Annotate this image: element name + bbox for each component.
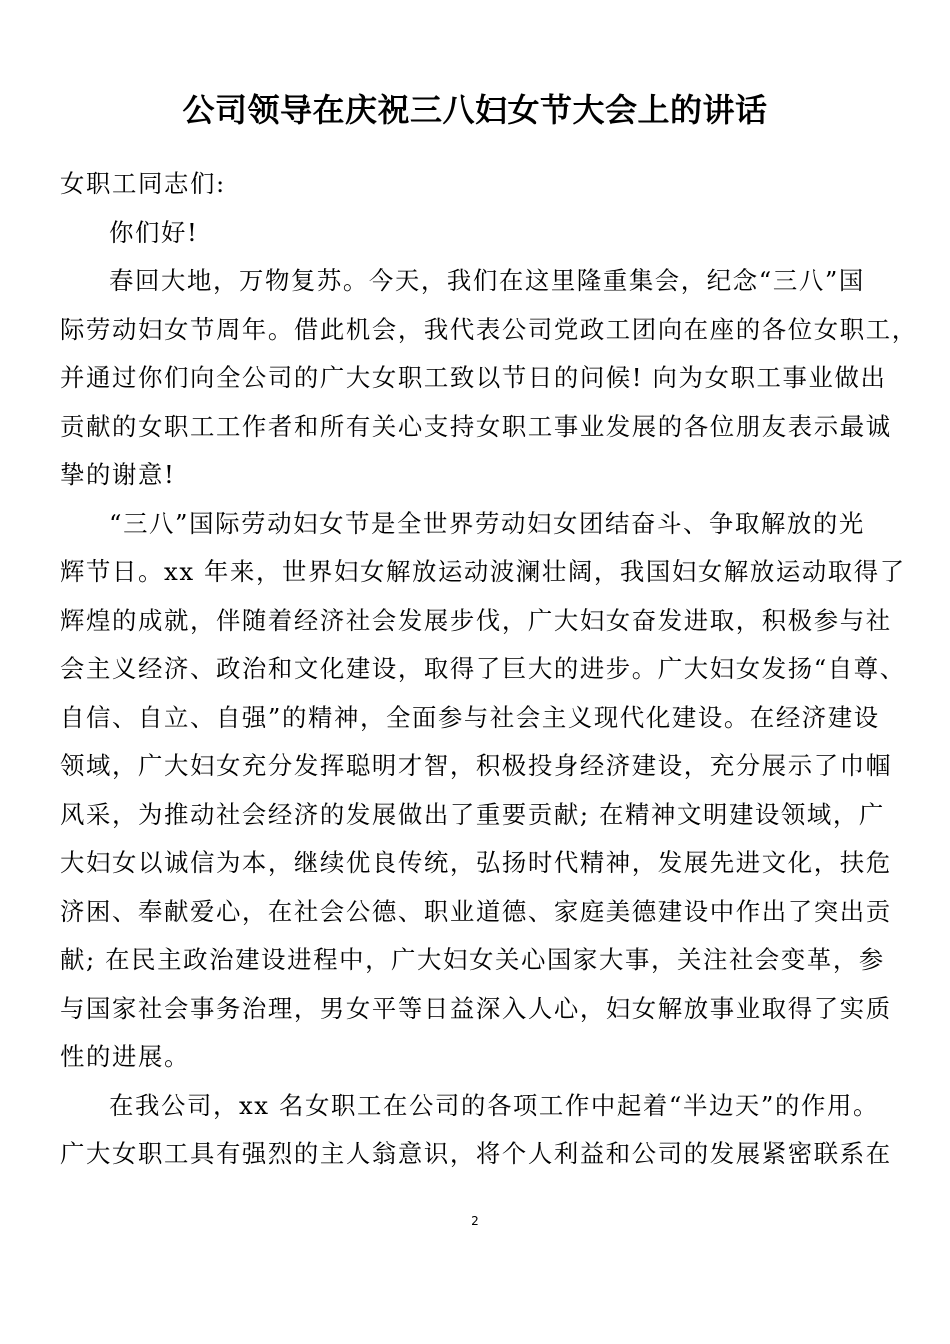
paragraph-line: 辉节日。xx 年来，世界妇女解放运动波澜壮阔，我国妇女解放运动取得了 [60,557,906,586]
paragraph-line: 献; 在民主政治建设进程中，广大妇女关心国家大事，关注社会变革，参 [60,945,885,974]
paragraph-line: 领域，广大妇女充分发挥聪明才智，积极投身经济建设，充分展示了巾帼 [60,751,892,780]
paragraph-line: 际劳动妇女节周年。借此机会，我代表公司党政工团向在座的各位女职工， [60,314,918,344]
paragraph-line: “三八”国际劳动妇女节是全世界劳动妇女团结奋斗、争取解放的光 [109,508,865,538]
paragraph [60,500,906,1082]
paragraph-line: 挚的谢意! [60,460,176,489]
paragraph-line: 春回大地，万物复苏。今天，我们在这里隆重集会，纪念“三八”国 [109,266,865,295]
paragraph-line: 贡献的女职工工作者和所有关心支持女职工事业发展的各位朋友表示最诚 [60,411,892,441]
paragraph-line: 风采，为推动社会经济的发展做出了重要贡献; 在精神文明建设领域，广 [60,799,885,829]
paragraph-line: 济困、奉献爱心，在社会公德、职业道德、家庭美德建设中作出了突出贡 [60,896,892,926]
paragraph-line: 辉煌的成就，伴随着经济社会发展步伐，广大妇女奋发进取，积极参与社 [60,605,892,635]
paragraph-line: 性的进展。 [60,1042,190,1071]
paragraph [60,1082,890,1179]
document-body [60,160,918,1179]
paragraph [60,257,918,500]
salutation: 女职工同志们: [60,169,226,198]
paragraph-line: 自信、自立、自强”的精神，全面参与社会主义现代化建设。在经济建设 [60,702,880,732]
paragraph-line: 大妇女以诚信为本，继续优良传统，弘扬时代精神，发展先进文化，扶危 [60,848,892,877]
paragraph-line: 并通过你们向全公司的广大女职工致以节日的问候! 向为女职工事业做出 [60,363,887,392]
paragraph-line: 在我公司，xx 名女职工在公司的各项工作中起着“半边天”的作用。 [109,1090,879,1120]
paragraph-line: 与国家社会事务治理，男女平等日益深入人心，妇女解放事业取得了实质 [60,993,892,1023]
paragraph-line: 广大女职工具有强烈的主人翁意识，将个人利益和公司的发展紧密联系在 [60,1139,892,1168]
page-number: 2 [471,1214,479,1228]
greeting: 你们好! [109,217,199,247]
paragraph-line: 会主义经济、政治和文化建设，取得了巨大的进步。广大妇女发扬“自尊、 [60,654,906,683]
document-title: 公司领导在庆祝三八妇女节大会上的讲话 [182,91,768,129]
